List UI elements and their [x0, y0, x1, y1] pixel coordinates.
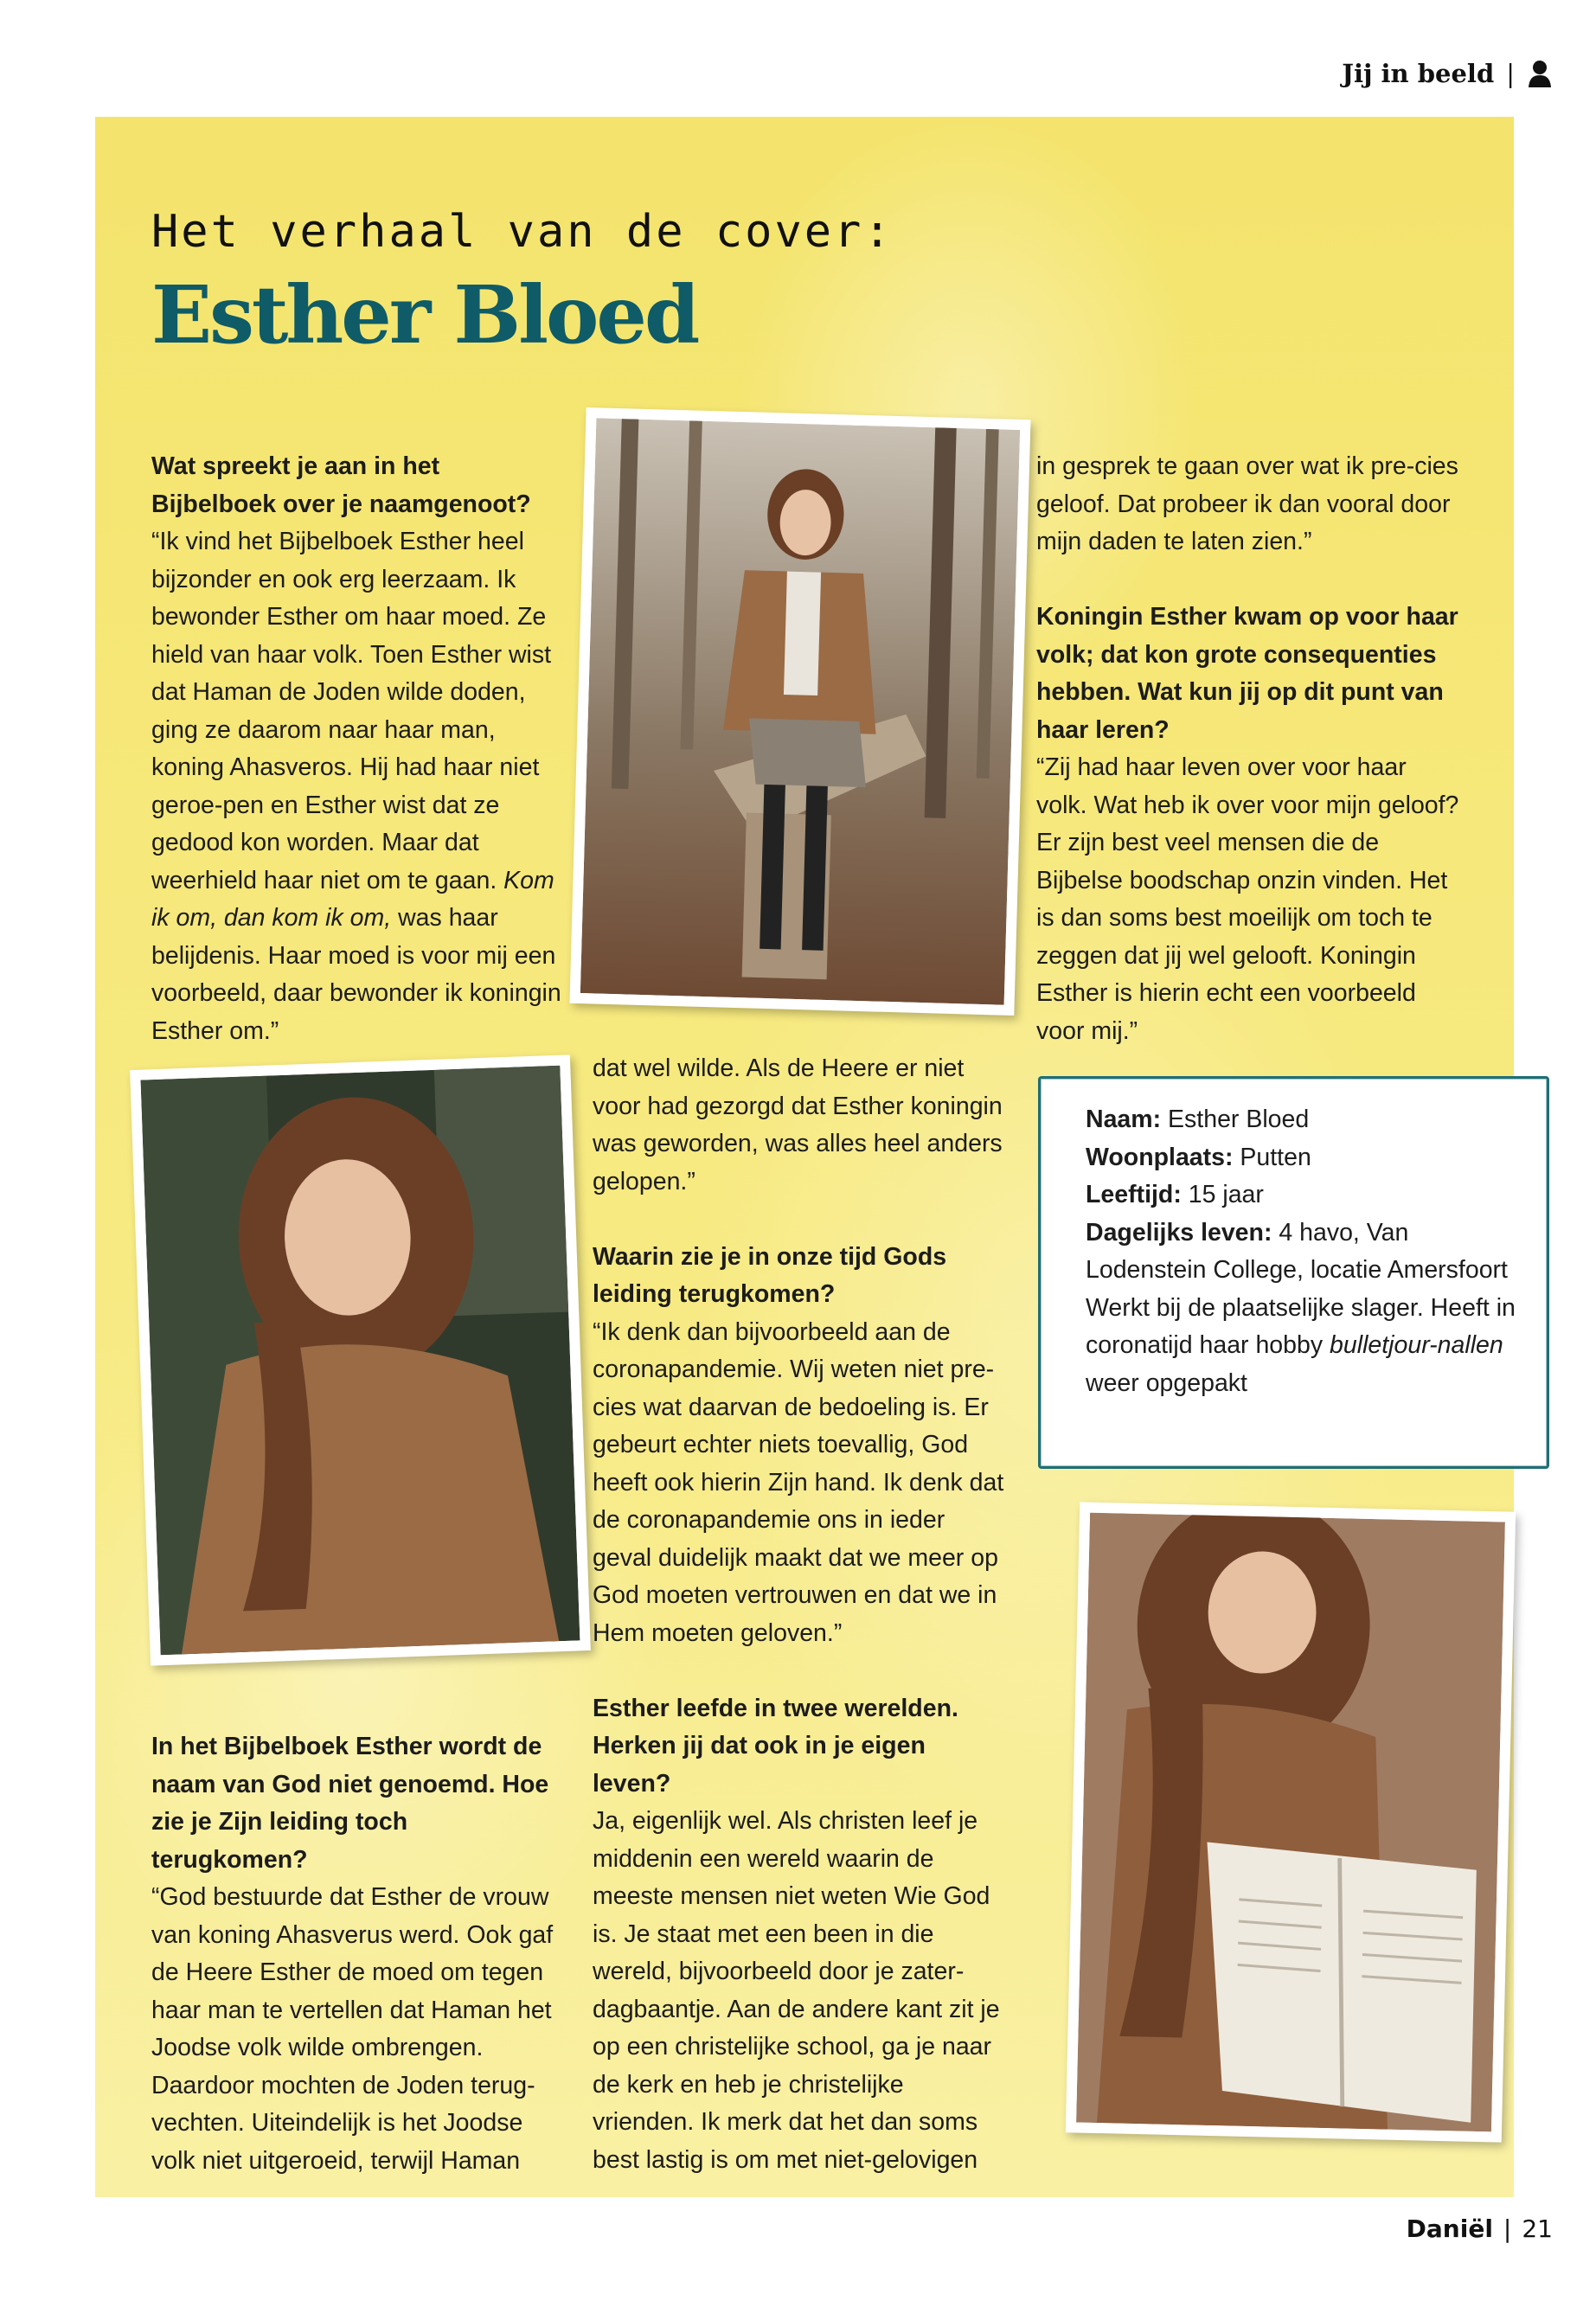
article-kicker: Het verhaal van de cover:: [151, 206, 894, 258]
answer-5: “Zij had haar leven over voor haar volk. Wat heb ik over voor mijn geloof? Er zijn best veel mensen die de Bijbelse boodschap onzin vinden. Het is dan soms best moeilijk om toch te zeggen dat jij wel gelooft. Koningin Esther is hierin echt een voorbeeld voor mij.”: [1036, 753, 1459, 1045]
article-title: Esther Bloed: [151, 268, 698, 362]
answer-1: “Ik vind het Bijbelboek Esther heel bijzonder en ook erg leerzaam. Ik bewonder Esther om haar moed. Ze hield van haar volk. Toen Esther wist dat Haman de Joden wilde doden, ging ze daarom naar haar man, koning Ahasveros. Hij had haar niet geroe-pen en Esther wist dat ze gedood kon worden. Maar dat weerhield haar niet om te gaan. Kom ik om, dan kom ik om, was haar belijdenis. Haar moed is voor mij een voorbeeld, daar bewonder ik koningin Esther om.”: [151, 528, 561, 1045]
footer-separator: |: [1503, 2214, 1512, 2243]
header-separator: |: [1506, 59, 1515, 88]
answer-4: Ja, eigenlijk wel. Als christen leef je middenin een wereld waarin de meeste mensen niet weten Wie God is. Je staat met een been in die wereld, bijvoorbeeld door je zater-dagbaantje. Aan de andere kant zit je op een christelijke school, ga je naar de kerk en heb je christelijke vrienden. Ik merk dat het dan soms best lastig is om met niet-gelovigen: [593, 1807, 1000, 2174]
magazine-name: Daniël: [1406, 2214, 1493, 2243]
profile-infobox: [1038, 1076, 1549, 1469]
page-footer: [1407, 2214, 1553, 2243]
person-icon: [1527, 59, 1553, 88]
section-header: [1342, 59, 1553, 88]
profile-name: Naam: Esther Bloed: [1086, 1106, 1310, 1133]
column-2: [593, 1050, 1008, 2179]
answer-3: “Ik denk dan bijvoorbeeld aan de coronapandemie. Wij weten niet pre-cies wat daarvan de bedoeling is. Er gebeurt echter niets toevallig, God heeft ook hierin Zijn hand. Ik denk dat de coronapandemie ons in ieder geval duidelijk maakt dat we meer op God moeten vertrouwen en dat we in Hem moeten geloven.”: [593, 1317, 1004, 1647]
question-3: Waarin zie je in onze tijd Gods leiding terugkomen?: [593, 1242, 947, 1308]
column-1-top: [151, 448, 567, 1050]
photo-sitting-on-tree: [569, 407, 1030, 1016]
answer-2: “God bestuurde dat Esther de vrouw van koning Ahasverus werd. Ook gaf de Heere Esther de moed om tegen haar man te vertellen dat Haman het Joodse volk wilde ombrengen. Daardoor mochten de Joden terug-vechten. Uiteindelijk is het Joodse volk niet uitgeroeid, terwijl Haman: [151, 1883, 554, 2175]
question-2: In het Bijbelboek Esther wordt de naam van God niet genoemd. Hoe zie je Zijn leiding toch terugkomen?: [151, 1733, 549, 1874]
page-number: 21: [1522, 2214, 1553, 2243]
profile-daily-life: Dagelijks leven: 4 havo, Van Lodenstein College, locatie Amersfoort: [1086, 1218, 1508, 1284]
section-name: Jij in beeld: [1342, 59, 1495, 88]
photo-reading-bible: [1066, 1502, 1516, 2142]
question-1: Wat spreekt je aan in het Bijbelboek over je naamgenoot?: [151, 452, 531, 518]
column-1-bottom: [151, 1728, 567, 2180]
profile-residence: Woonplaats: Putten: [1086, 1143, 1311, 1171]
answer-4-continued: in gesprek te gaan over wat ik pre-cies geloof. Dat probeer ik dan vooral door mijn daden te laten zien.”: [1036, 452, 1458, 555]
question-4: Esther leefde in twee werelden. Herken jij dat ook in je eigen leven?: [593, 1694, 958, 1798]
profile-work-hobby: Werkt bij de plaatselijke slager. Heeft in coronatijd haar hobby bulletjour-nallen weer opgepakt: [1086, 1293, 1516, 1397]
question-5: Koningin Esther kwam op voor haar volk; dat kon grote consequenties hebben. Wat kun jij op dit punt van haar leren?: [1036, 603, 1458, 744]
photo-portrait-smiling: [130, 1054, 591, 1665]
profile-age: Leeftijd: 15 jaar: [1086, 1181, 1264, 1208]
answer-2-continued: dat wel wilde. Als de Heere er niet voor had gezorgd dat Esther koningin was geworden, was alles heel anders gelopen.”: [593, 1054, 1003, 1195]
column-3: [1036, 448, 1460, 1050]
